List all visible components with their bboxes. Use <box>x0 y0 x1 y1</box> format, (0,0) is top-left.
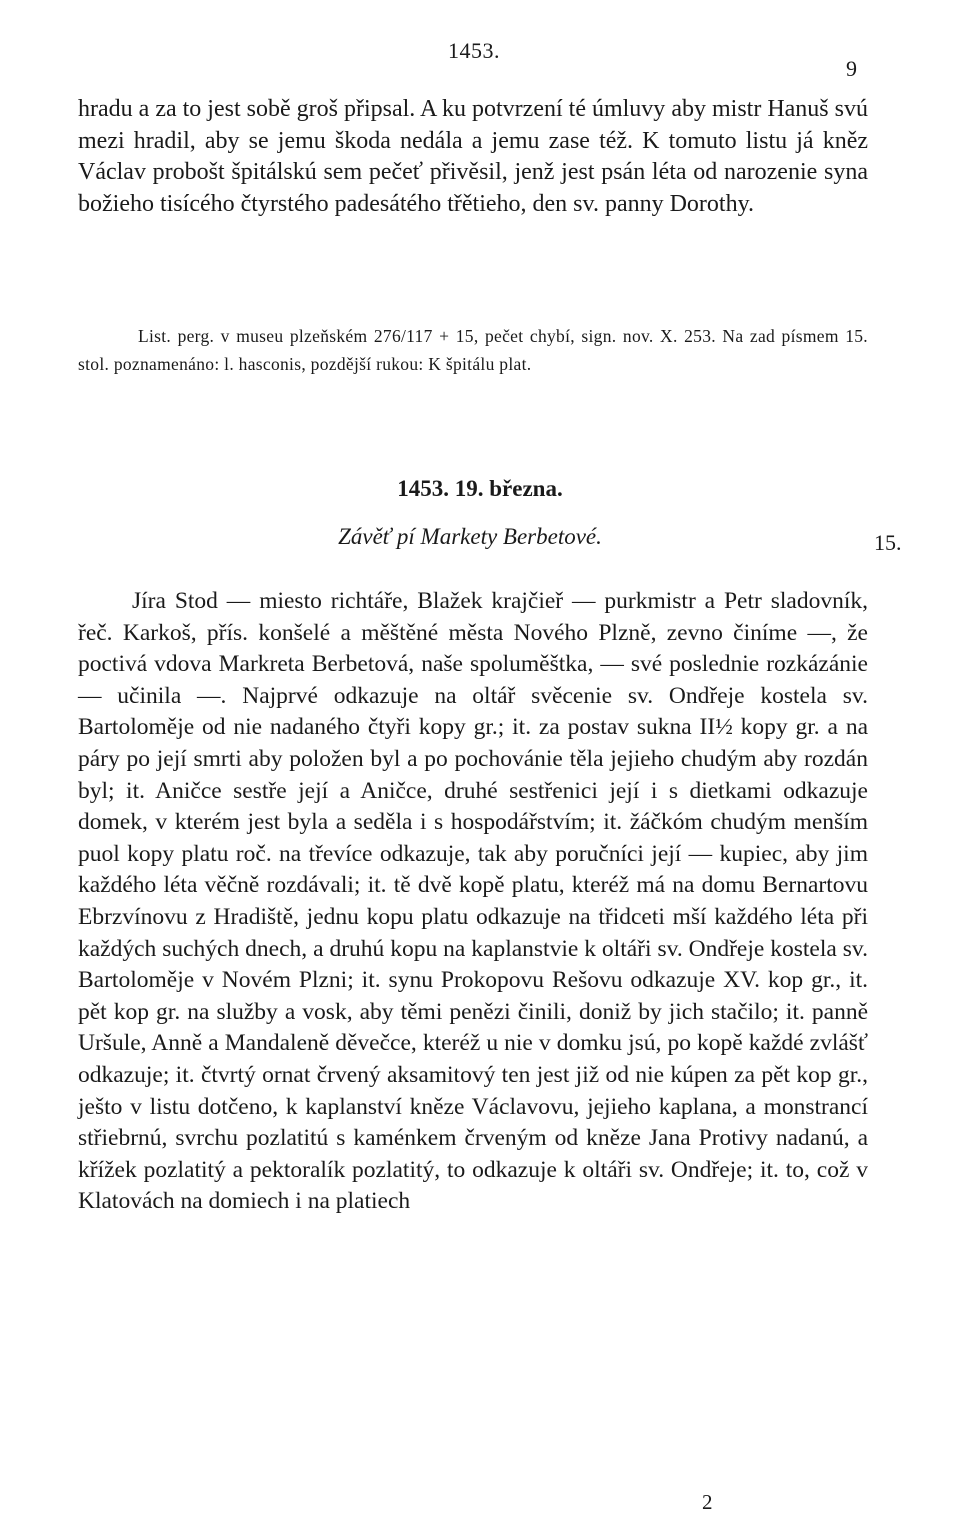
entry-title-heading: Závěť pí Markety Berbetové. <box>338 524 602 549</box>
printer-signature-mark: 2 <box>702 1490 713 1514</box>
page-number: 9 <box>846 56 857 81</box>
entry-body-block <box>78 586 868 1218</box>
running-head-year: 1453. <box>448 38 500 63</box>
entry-body-paragraph: Jíra Stod — miesto richtáře, Blažek krajčieř — purkmistr a Petr sladovník, řeč. Karkoš, přís. konšelé a měštěné města Nového Plzně, zevno činíme —, že poctivá vdova Markreta Berbetová, naše spoluměštka, — své poslednie rozkázánie — učinila —. Najprvé odkazuje na oltář svěcenie sv. Ondřeje kostela sv. Bartoloměje od nie nadaného čtyři kopy gr.; it. za postav sukna II½ kopy gr. a na páry po její smrti aby položen byl a po pochovánie těla jejieho chudým aby rozdán byl; it. Aničce sestře její a Aničce, druhé sestřenici její i s dietkami odkazuje domek, v kterém jest byla a seděla i s hospodářstvím; it. žáčkóm chudým menším puol kopy platu roč. na třevíce odkazuje, tak aby poručníci její — kupiec, aby jim každého léta věčně rozdávali; it. tě dvě kopě platu, kteréž má na domu Bernartovu Ebrzvínovu z Hradiště, jednu kopu platu odkazuje na třidceti mší každého léta při každých suchých dnech, a druhú kopu na kaplanstvie k oltáři sv. Ondřeje kostela sv. Bartoloměje v Novém Plzni; it. synu Prokopovu Rešovu odkazuje XV. kop gr., it. pět kop gr. na služby a vosk, aby těmi penězi činili, doniž by jich stačilo; it. panně Uršule, Anně a Mandaleně děvečce, kteréž u nie v domku jsú, po kopě každé zvlášť odkazuje; it. čtvrtý ornat črvený aksamitový ten jest již od nie kúpen za pět kop gr., ješto v listu dotčeno, k kaplanství kněze Václavovu, jejieho kaplana, a monstrancí střiebrnú, svrchu pozlatitú s kaménkem črveným od kněze Jana Protivy nadanú, a křížek pozlatitý a pektoralík pozlatitý, to odkazuje k oltáři sv. Ondřeje; it. to, což v Klatovách na domiech i na platiech <box>78 588 868 1215</box>
continuation-paragraph-block <box>78 94 868 220</box>
entry-date-heading: 1453. 19. března. <box>397 476 563 501</box>
page-header <box>0 38 960 81</box>
archival-note-block <box>78 322 868 378</box>
entry-number: 15. <box>874 530 902 555</box>
continuation-paragraph: hradu a za to jest sobě groš připsal. A ku potvrzení té úmluvy aby mistr Hanuš svú mezi hradil, aby se jemu škoda nedála a jemu zase též. K tomuto listu já kněz Václav probošt špitálskú sem pečeť přivěsil, jenž jest psán léta od narozenie syna božieho tisícého čtyrstého padesátého třětieho, den sv. panny Dorothy. <box>78 96 868 217</box>
archival-note: List. perg. v museu plzeňském 276/117 + 15, pečet chybí, sign. nov. X. 253. Na zad písmem 15. stol. poznamenáno: l. hasconis, pozdější rukou: K špitálu plat. <box>78 326 868 374</box>
